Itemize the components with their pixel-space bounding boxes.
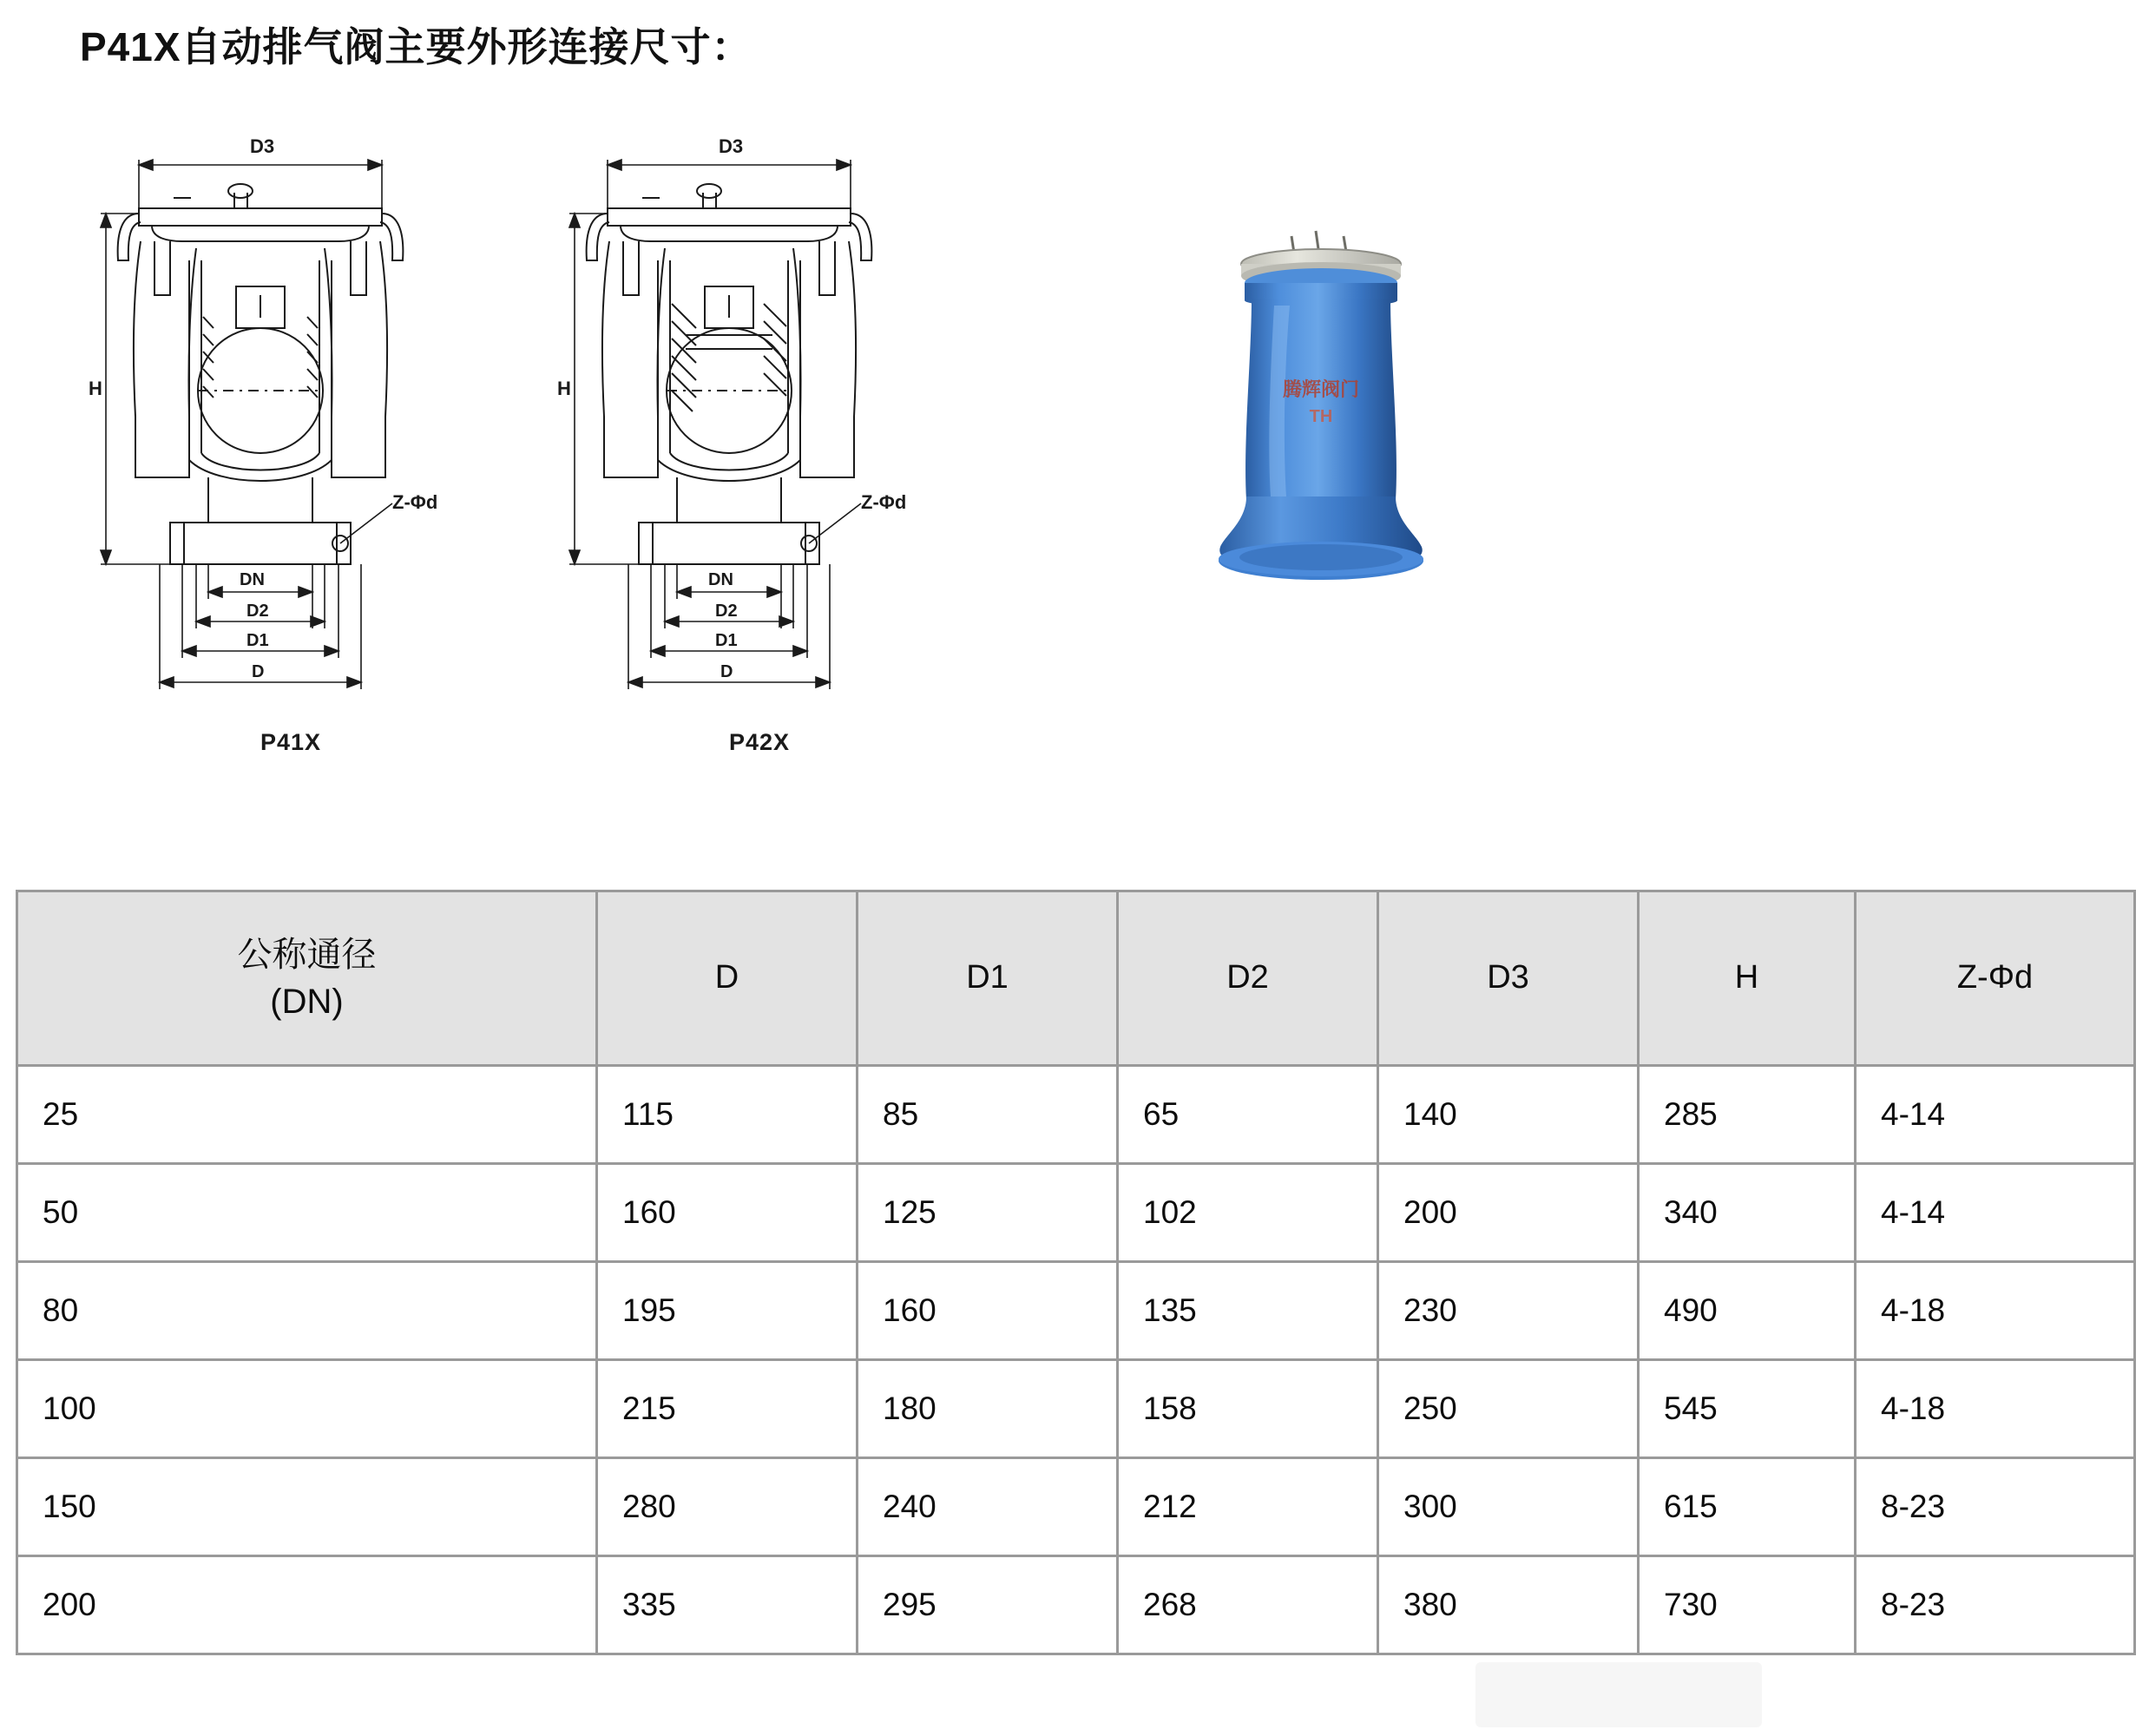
cell-dn: 200 (17, 1556, 597, 1654)
column-header-h: H (1639, 891, 1856, 1066)
dim-label-dn: DN (708, 570, 733, 589)
cell-d3: 200 (1378, 1164, 1639, 1262)
dim-label-d1: D1 (246, 631, 269, 650)
cell-d3: 250 (1378, 1360, 1639, 1458)
cell-d2: 268 (1118, 1556, 1378, 1654)
cell-d1: 85 (858, 1066, 1118, 1164)
table-row (17, 1458, 2135, 1556)
cell-zd: 4-18 (1856, 1262, 2135, 1360)
valve-photo-svg (1189, 226, 1484, 599)
cell-d3: 230 (1378, 1262, 1639, 1360)
p42x-outline-svg (555, 130, 1042, 738)
table-row (17, 1066, 2135, 1164)
cell-d1: 180 (858, 1360, 1118, 1458)
cell-dn: 50 (17, 1164, 597, 1262)
drawing-caption-p41x: P41X (260, 729, 322, 755)
cell-zd: 4-14 (1856, 1164, 2135, 1262)
dim-label-d3: D3 (250, 135, 275, 157)
column-header-d1: D1 (858, 891, 1118, 1066)
cell-zd: 8-23 (1856, 1556, 2135, 1654)
dimensions-table-wrapper (16, 890, 2133, 1655)
image-watermark-overlay (1475, 1662, 1762, 1727)
table-header-row (17, 891, 2135, 1066)
column-header-d2: D2 (1118, 891, 1378, 1066)
cell-h: 490 (1639, 1262, 1856, 1360)
dim-label-d: D (720, 662, 733, 681)
dim-label-d2: D2 (715, 602, 738, 621)
cell-h: 615 (1639, 1458, 1856, 1556)
cell-h: 340 (1639, 1164, 1856, 1262)
column-header-d: D (597, 891, 858, 1066)
cell-d2: 212 (1118, 1458, 1378, 1556)
cell-d1: 295 (858, 1556, 1118, 1654)
dim-label-d: D (252, 662, 265, 681)
technical-drawings-group (0, 130, 2149, 816)
table-row (17, 1164, 2135, 1262)
dim-label-h: H (557, 378, 571, 399)
cell-d: 195 (597, 1262, 858, 1360)
cell-dn: 150 (17, 1458, 597, 1556)
page-title: P41X自动排气阀主要外形连接尺寸： (80, 24, 752, 69)
dim-label-d1: D1 (715, 631, 738, 650)
table-body (17, 1066, 2135, 1654)
dim-label-zd: Z-Φd (861, 491, 907, 513)
dim-label-zd: Z-Φd (392, 491, 438, 513)
cell-dn: 100 (17, 1360, 597, 1458)
cell-zd: 4-18 (1856, 1360, 2135, 1458)
dim-label-d3: D3 (719, 135, 744, 157)
column-header-dn-line1: 公称通径 (237, 936, 377, 974)
column-header-zd: Z-Φd (1856, 891, 2135, 1066)
cell-d2: 65 (1118, 1066, 1378, 1164)
cell-h: 730 (1639, 1556, 1856, 1654)
valve-brand-label: 腾辉阀门 (1282, 378, 1360, 400)
cell-d3: 300 (1378, 1458, 1639, 1556)
cell-h: 545 (1639, 1360, 1856, 1458)
cell-d1: 125 (858, 1164, 1118, 1262)
cell-d2: 158 (1118, 1360, 1378, 1458)
cell-d: 115 (597, 1066, 858, 1164)
svg-text:TH: TH (1309, 407, 1333, 426)
cell-d: 215 (597, 1360, 858, 1458)
p41x-outline-svg (87, 130, 573, 738)
table-row (17, 1360, 2135, 1458)
cell-d2: 135 (1118, 1262, 1378, 1360)
cell-h: 285 (1639, 1066, 1856, 1164)
cell-d: 280 (597, 1458, 858, 1556)
cell-zd: 8-23 (1856, 1458, 2135, 1556)
column-header-d3: D3 (1378, 891, 1639, 1066)
dim-label-d2: D2 (246, 602, 269, 621)
table-row (17, 1262, 2135, 1360)
dim-label-dn: DN (240, 570, 265, 589)
cell-d1: 240 (858, 1458, 1118, 1556)
drawing-p42x (555, 130, 1042, 755)
cell-d: 335 (597, 1556, 858, 1654)
cell-d1: 160 (858, 1262, 1118, 1360)
cell-d3: 380 (1378, 1556, 1639, 1654)
cell-dn: 25 (17, 1066, 597, 1164)
cell-zd: 4-14 (1856, 1066, 2135, 1164)
drawing-caption-p42x: P42X (729, 729, 791, 755)
table-header (17, 891, 2135, 1066)
cell-d3: 140 (1378, 1066, 1639, 1164)
dimensions-table (16, 890, 2136, 1655)
dim-label-h: H (89, 378, 102, 399)
cell-d2: 102 (1118, 1164, 1378, 1262)
drawing-p41x (87, 130, 573, 755)
column-header-dn (17, 891, 597, 1066)
cell-dn: 80 (17, 1262, 597, 1360)
table-row (17, 1556, 2135, 1654)
cell-d: 160 (597, 1164, 858, 1262)
column-header-dn-line2: (DN) (270, 983, 344, 1021)
product-photo (1189, 226, 1484, 599)
